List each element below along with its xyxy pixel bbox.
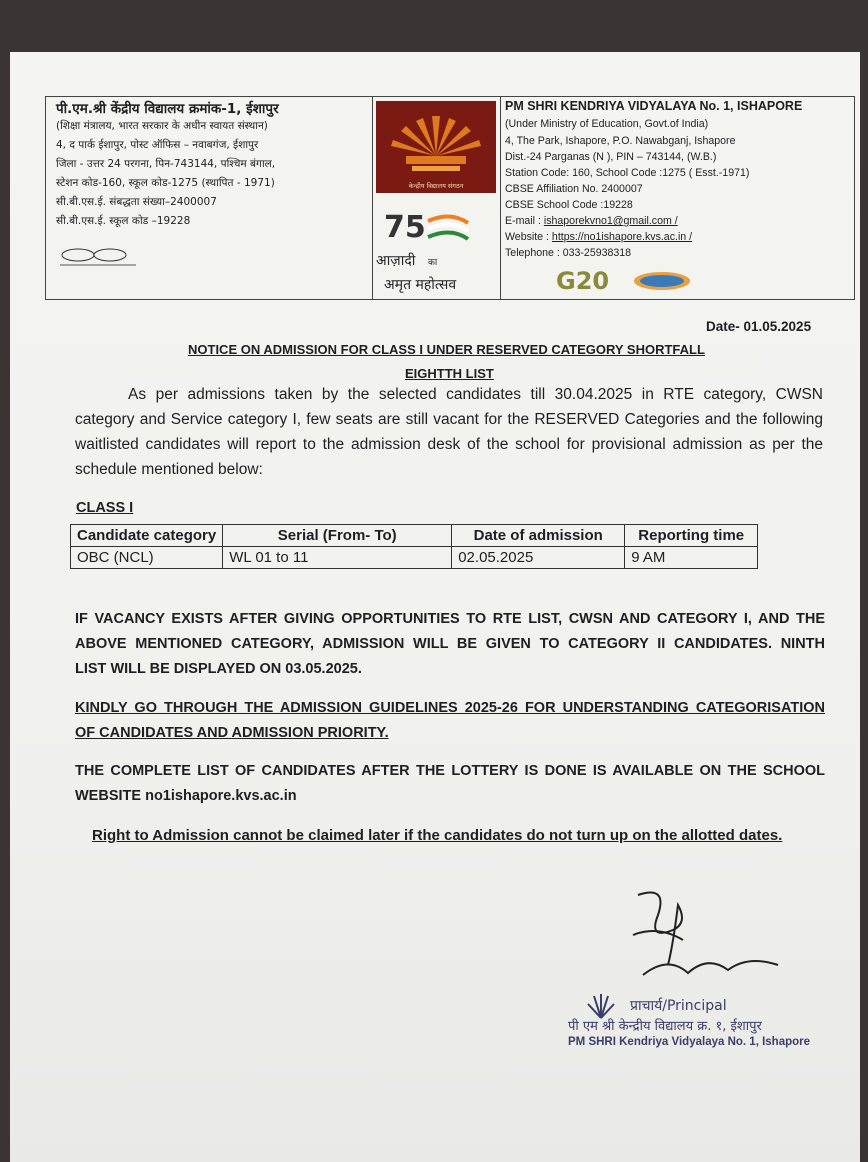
english-line: CBSE School Code :19228: [505, 199, 633, 211]
list-title: EIGHTTH LIST: [405, 366, 494, 381]
kvs-logo-text: केन्द्रीय विद्यालय संगठन: [408, 182, 464, 190]
website-label: Website :: [505, 231, 549, 243]
list-note: [75, 759, 825, 809]
hindi-line: जिला - उत्तर 24 परगना, पिन-743144, पश्चिम बंगाल,: [56, 158, 276, 170]
svg-text:आज़ादी: आज़ादी: [376, 253, 416, 269]
english-line: (Under Ministry of Education, Govt.of India): [505, 118, 709, 130]
note-line: OF CANDIDATES AND ADMISSION PRIORITY.: [75, 725, 389, 741]
note-line: ABOVE MENTIONED CATEGORY, ADMISSION WILL BE GIVEN TO CATEGORY II CANDIDATES. NINTH: [75, 636, 825, 652]
note-line: WEBSITE no1ishapore.kvs.ac.in: [75, 788, 297, 804]
english-line: Station Code: 160, School Code :1275 ( Esst.-1971): [505, 167, 750, 179]
paragraph-line: category and Service category I, few seats are still vacant for the RESERVED Categories and the following: [75, 411, 823, 428]
english-line: 4, The Park, Ishapore, P.O. Nawabganj, Ishapore: [505, 135, 736, 147]
hindi-line: सी.बी.एस.ई. संबद्धता संख्या–2400007: [56, 196, 217, 208]
website-link[interactable]: https://no1ishapore.kvs.ac.in /: [551, 231, 693, 243]
note-line: THE COMPLETE LIST OF CANDIDATES AFTER THE LOTTERY IS DONE IS AVAILABLE ON THE SCHOOL: [75, 763, 825, 779]
svg-text:का: का: [428, 258, 438, 268]
g20-text: G20: [556, 267, 610, 295]
note-line: IF VACANCY EXISTS AFTER GIVING OPPORTUNITIES TO RTE LIST, CWSN AND CATEGORY I, AND THE: [75, 611, 825, 627]
principal-signature: [628, 885, 788, 985]
school-name-english: PM SHRI KENDRIYA VIDYALAYA No. 1, ISHAPORE: [505, 99, 803, 113]
english-line: Dist.-24 Parganas (N ), PIN – 743144, (W.B.): [505, 151, 717, 163]
table-cell: 02.05.2025: [452, 547, 625, 569]
svg-text:अमृत महोत्सव: अमृत महोत्सव: [384, 277, 457, 293]
website-line: [505, 231, 692, 243]
table-header: Serial (From- To): [223, 525, 452, 547]
table-row: [71, 547, 758, 569]
letterhead-english: [501, 97, 854, 299]
note-line: KINDLY GO THROUGH THE ADMISSION GUIDELINES 2025-26 FOR UNDERSTANDING CATEGORISATION: [75, 700, 825, 716]
notice-paragraph: [75, 382, 823, 482]
hindi-line: स्टेशन कोड-160, स्कूल कोड-1275 (स्थापित - 1971): [56, 177, 275, 189]
paragraph-line: schedule mentioned below:: [75, 461, 263, 478]
hindi-line: सी.बी.एस.ई. स्कूल कोड –19228: [56, 215, 191, 227]
email-label: E-mail :: [505, 215, 541, 227]
paragraph-line: As per admissions taken by the selected candidates till 30.04.2025 in RTE category, CWSN: [128, 386, 823, 403]
class-label: CLASS I: [76, 500, 134, 516]
email-line: [505, 215, 678, 227]
table-header-row: [71, 525, 758, 547]
azadi-ka-amrit-mahotsav-logo: [376, 201, 496, 297]
table-header: Date of admission: [452, 525, 625, 547]
admission-schedule-table: [70, 524, 758, 569]
hindi-line: 4, द पार्क ईशापुर, पोस्ट ऑफिस – नवाबगंज, ईशापुर: [56, 139, 259, 151]
g20-logo: [556, 267, 696, 295]
table-header: Candidate category: [71, 525, 223, 547]
guidelines-note: [75, 696, 825, 746]
stamp-designation: प्राचार्य/Principal: [630, 998, 727, 1014]
email-link[interactable]: ishaporekvno1@gmail.com /: [543, 215, 678, 227]
vacancy-note: [75, 607, 825, 682]
letterhead-logos: [372, 97, 501, 299]
table-cell: WL 01 to 11: [223, 547, 452, 569]
notice-date: Date- 01.05.2025: [706, 319, 812, 334]
stamp-school-hindi: पी एम श्री केन्द्रीय विद्यालय क्र. १, ईशापुर: [568, 1019, 762, 1034]
table-cell: OBC (NCL): [71, 547, 223, 569]
english-line: CBSE Affiliation No. 2400007: [505, 183, 643, 195]
table-cell: 9 AM: [625, 547, 758, 569]
letterhead: [45, 96, 855, 300]
notice-title: NOTICE ON ADMISSION FOR CLASS I UNDER RESERVED CATEGORY SHORTFALL: [188, 342, 705, 357]
paragraph-line: waitlisted candidates will report to the admission desk of the school for provisional admission as per the: [75, 436, 823, 453]
right-to-admission-note: Right to Admission cannot be claimed later if the candidates do not turn up on the allotted dates.: [92, 827, 783, 844]
school-name-hindi: पी.एम.श्री केंद्रीय विद्यालय क्रमांक-1, ईशापुर: [56, 101, 279, 117]
table-header: Reporting time: [625, 525, 758, 547]
kvs-logo: [376, 101, 496, 193]
stamp-school-english: PM SHRI Kendriya Vidyalaya No. 1, Ishapore: [568, 1036, 811, 1048]
note-line: LIST WILL BE DISPLAYED ON 03.05.2025.: [75, 661, 362, 677]
letterhead-hindi: [46, 97, 373, 299]
svg-text:75: 75: [384, 210, 426, 245]
swachh-bharat-logo: [54, 243, 144, 271]
telephone-line: Telephone : 033-25938318: [505, 247, 632, 259]
hindi-line: (शिक्षा मंत्रालय, भारत सरकार के अधीन स्वायत संस्थान): [56, 120, 268, 132]
sun-rays-icon: [376, 101, 496, 181]
